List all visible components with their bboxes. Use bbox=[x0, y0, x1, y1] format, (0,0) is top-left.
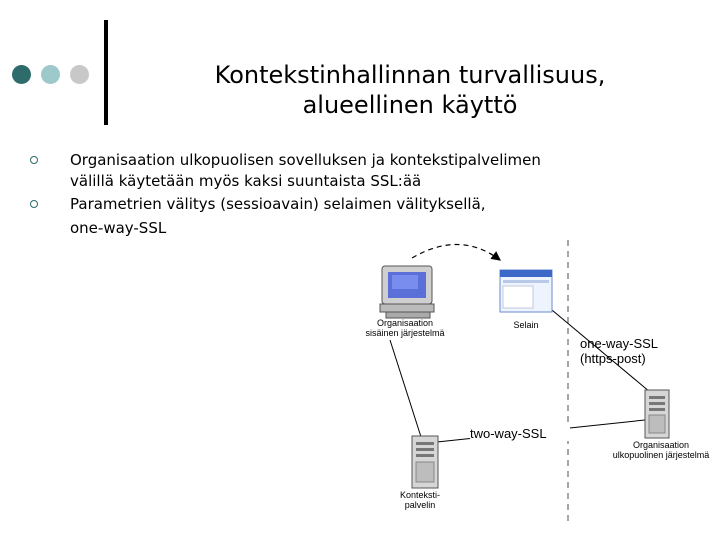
diagram-canvas bbox=[340, 230, 720, 530]
decor-dot bbox=[12, 65, 31, 84]
context-server-label bbox=[380, 490, 460, 510]
title-line-1: Kontekstinhallinnan turvallisuus, bbox=[214, 61, 606, 89]
architecture-diagram bbox=[340, 230, 720, 530]
external-system-label bbox=[602, 440, 720, 460]
two-way-ssl-label: two-way-SSL bbox=[470, 426, 570, 441]
label-line: ulkopuolinen järjestelmä bbox=[612, 450, 710, 460]
bullet-text: one-way-SSL bbox=[70, 219, 167, 237]
redirect-arrow bbox=[412, 244, 500, 260]
label-line: one-way-SSL bbox=[580, 336, 659, 351]
desktop-computer-icon bbox=[380, 266, 434, 318]
slide-title bbox=[130, 60, 690, 120]
title-divider bbox=[104, 20, 108, 125]
internal-system-label bbox=[350, 318, 460, 338]
decor-dot bbox=[70, 65, 89, 84]
bullet-item bbox=[30, 150, 700, 192]
bullet-list bbox=[30, 150, 700, 241]
bullet-marker-icon bbox=[30, 200, 38, 208]
label-line: (https-post) bbox=[580, 351, 646, 366]
label-line: palvelin bbox=[404, 500, 436, 510]
label-line: Organisaation bbox=[376, 318, 434, 328]
bullet-text: välillä käytetään myös kaksi suuntaista SSL:ää bbox=[70, 172, 422, 190]
browser-window-icon bbox=[500, 270, 552, 312]
title-line-2: alueellinen käyttö bbox=[302, 91, 518, 119]
decor-dot bbox=[41, 65, 60, 84]
browser-label: Selain bbox=[513, 320, 539, 330]
server-tower-icon bbox=[412, 436, 438, 488]
label-line: Konteksti- bbox=[399, 490, 441, 500]
link-internal-to-server bbox=[390, 340, 422, 440]
server-tower-icon bbox=[645, 390, 669, 438]
bullet-text: Organisaation ulkopuolisen sovelluksen ja kontekstipalvelimen bbox=[70, 151, 541, 169]
bullet-text: Parametrien välitys (sessioavain) selaimen välityksellä, bbox=[70, 195, 486, 213]
one-way-ssl-label bbox=[580, 336, 710, 366]
label-line: sisäinen järjestelmä bbox=[365, 328, 445, 338]
bullet-marker-icon bbox=[30, 156, 38, 164]
label-line: Organisaation bbox=[632, 440, 690, 450]
